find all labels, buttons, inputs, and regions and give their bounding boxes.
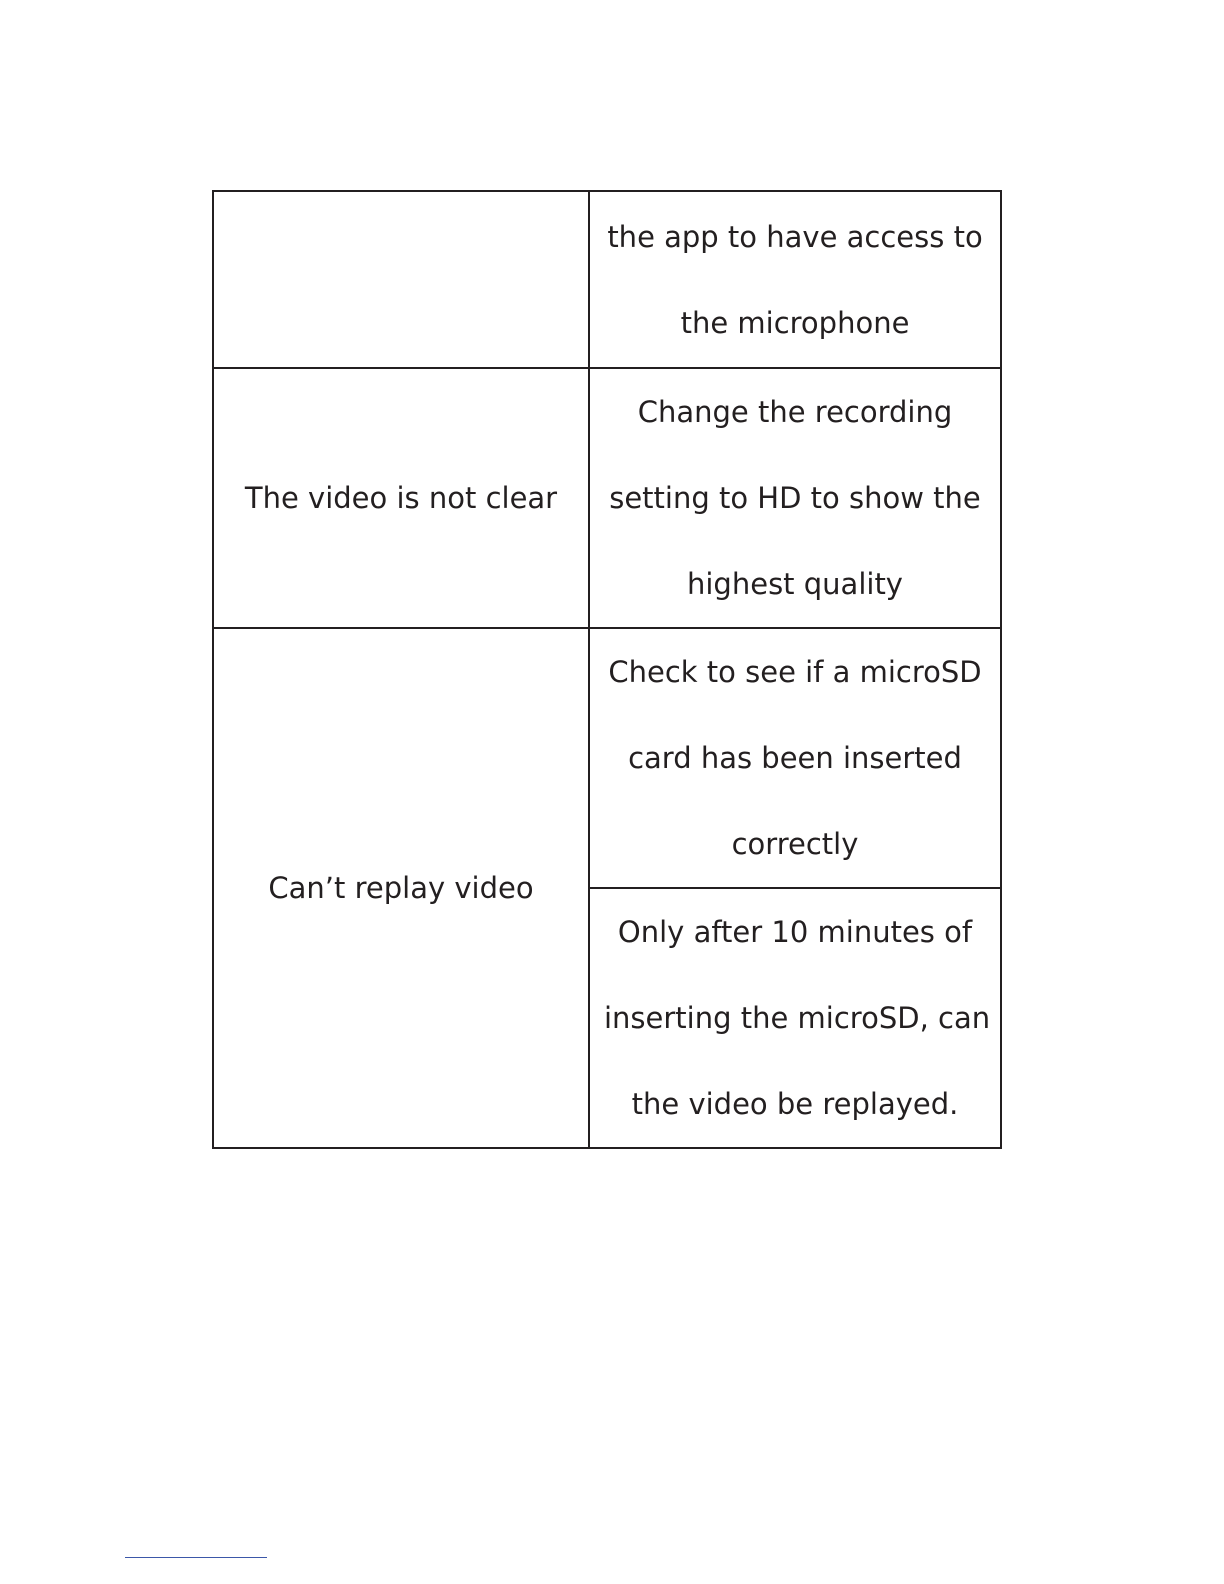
solution-line: correctly: [731, 827, 859, 861]
table-row: [213, 368, 1001, 628]
solution-line: Check to see if a microSD: [608, 655, 982, 689]
troubleshooting-table: [212, 190, 1002, 1149]
footnote-divider: [125, 1557, 267, 1558]
solution-cell: [589, 628, 1001, 888]
table-row: [213, 191, 1001, 368]
problem-cell: The video is not clear: [213, 368, 589, 628]
solution-line: setting to HD to show the: [609, 481, 981, 515]
solution-line: the microphone: [680, 305, 910, 340]
solution-line: Only after 10 minutes of: [617, 915, 973, 949]
problem-cell: Can’t replay video: [213, 628, 589, 1148]
solution-line: highest quality: [687, 567, 903, 601]
solution-cell: [589, 888, 1001, 1148]
solution-line: Change the recording: [637, 395, 953, 429]
solution-cell: [589, 368, 1001, 628]
table-row: [213, 628, 1001, 888]
solution-line: the video be replayed.: [631, 1087, 959, 1121]
solution-line: inserting the microSD, can: [604, 1001, 991, 1035]
solution-cell: [589, 191, 1001, 368]
solution-line: the app to have access to: [607, 219, 983, 254]
solution-line: card has been inserted: [628, 741, 962, 775]
problem-cell: [213, 191, 589, 368]
